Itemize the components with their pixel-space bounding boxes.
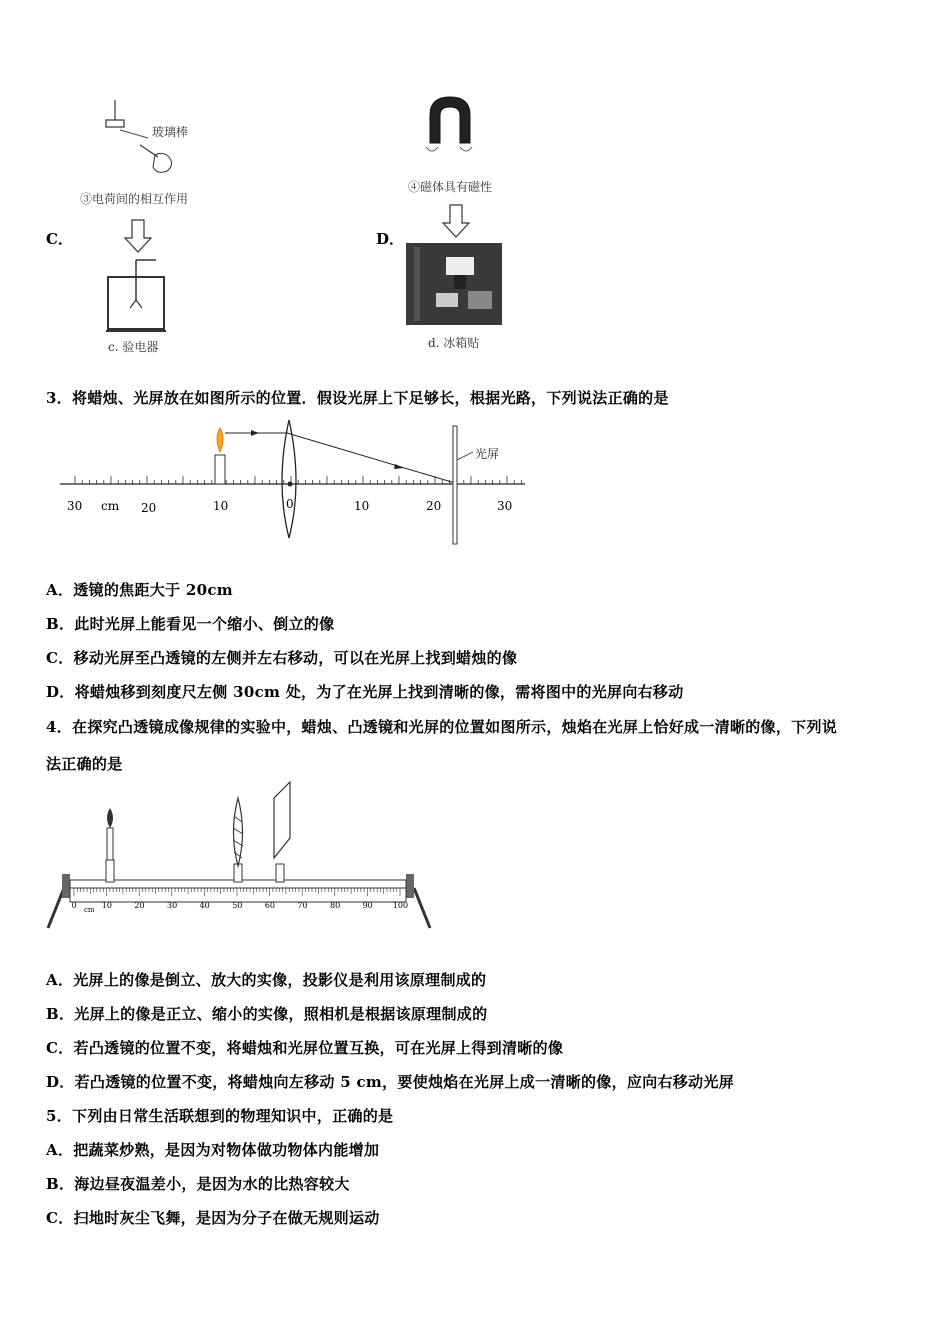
- convex-lens-icon: [234, 798, 243, 866]
- arrow-down-icon: [443, 205, 469, 237]
- q5-option-c[interactable]: C．扫地时灰尘飞舞，是因为分子在做无规则运动: [46, 1209, 380, 1227]
- optical-center-icon: [288, 482, 293, 487]
- tick-label: 30: [67, 499, 83, 513]
- screen-label-leader: [457, 452, 473, 460]
- ray-arrow-icon: [394, 464, 404, 469]
- rod-icon: [140, 145, 158, 157]
- q3-option-c[interactable]: C．移动光屏至凸透镜的左侧并左右移动，可以在光屏上找到蜡烛的像: [46, 649, 518, 667]
- figure-d-bottom-caption: d. 冰箱贴: [428, 336, 480, 350]
- bench-label: 80: [330, 901, 341, 910]
- fridge-edge-icon: [414, 247, 420, 321]
- q4-option-b[interactable]: B．光屏上的像是正立、缩小的实像，照相机是根据该原理制成的: [46, 1005, 488, 1023]
- glass-rod-label: 玻璃棒: [152, 125, 189, 139]
- bench-leg-left-icon: [48, 888, 64, 928]
- bench-label: 100: [392, 901, 409, 910]
- bench-scale-icon: [70, 888, 406, 902]
- fridge-note-icon: [468, 291, 492, 309]
- convex-lens-icon: [282, 420, 296, 538]
- candle-flame-icon: [217, 428, 223, 452]
- tick-label: 10: [213, 499, 229, 513]
- q4-option-d[interactable]: D．若凸透镜的位置不变，将蜡烛向左移动 5 cm，要使烛焰在光屏上成一清晰的像，应向右移动光屏: [46, 1073, 734, 1091]
- fridge-magnet-sticker-icon: [446, 257, 474, 275]
- tick-label: 0: [286, 497, 294, 511]
- option-d-letter: D．: [376, 230, 405, 248]
- q3-stem: 3．将蜡烛、光屏放在如图所示的位置．假设光屏上下足够长，根据光路，下列说法正确的是: [46, 389, 669, 407]
- hanging-rod-icon: [106, 120, 124, 127]
- q4-optical-bench-figure: [44, 780, 439, 935]
- q3-option-d[interactable]: D．将蜡烛移到刻度尺左侧 30cm 处，为了在光屏上找到清晰的像，需将图中的光屏向右移动: [46, 683, 684, 701]
- q4-option-c[interactable]: C．若凸透镜的位置不变，将蜡烛和光屏位置互换，可在光屏上得到清晰的像: [46, 1039, 564, 1057]
- candle-icon: [107, 828, 113, 860]
- figure-c-electroscope: [70, 95, 240, 360]
- figure-c-top-caption: ③电荷间的相互作用: [80, 192, 189, 206]
- q5-stem: 5．下列由日常生活联想到的物理知识中，正确的是: [46, 1107, 394, 1125]
- bench-label: 70: [297, 901, 308, 910]
- candle-icon: [215, 455, 225, 484]
- fridge-magnet-icon: [454, 275, 466, 289]
- bench-label: 30: [167, 901, 178, 910]
- bench-label: 40: [199, 901, 210, 910]
- arrow-down-icon: [125, 220, 151, 252]
- screen-label: 光屏: [475, 447, 500, 461]
- q3-optics-figure: [55, 418, 535, 548]
- fridge-note-icon: [436, 293, 458, 307]
- q4-stem-line1: 4．在探究凸透镜成像规律的实验中，蜡烛、凸透镜和光屏的位置如图所示，烛焰在光屏上恰好成一清晰的像，下列说: [46, 718, 838, 736]
- option-c-letter: C．: [46, 230, 73, 248]
- q4-stem-line2: 法正确的是: [46, 755, 123, 773]
- tick-label: 10: [354, 499, 370, 513]
- tick-label: 20: [426, 499, 442, 513]
- q5-option-a[interactable]: A．把蔬菜炒熟，是因为对物体做功物体内能增加: [46, 1141, 380, 1159]
- candle-flame-icon: [107, 808, 113, 828]
- bench-end-left-icon: [62, 874, 70, 898]
- q5-option-b[interactable]: B．海边昼夜温差小，是因为水的比热容较大: [46, 1175, 350, 1193]
- unit-label: cm: [101, 499, 120, 513]
- u-magnet-icon: [430, 97, 470, 143]
- bench-label: 10: [101, 901, 112, 910]
- figure-c-bottom-caption: c. 验电器: [108, 340, 159, 354]
- bench-label: 0: [71, 901, 77, 910]
- light-screen-icon: [274, 782, 290, 858]
- refracted-ray: [287, 433, 455, 483]
- bench-label: 50: [232, 901, 243, 910]
- candle-holder-icon: [106, 860, 114, 882]
- label-leader-line: [120, 130, 148, 138]
- q4-option-a[interactable]: A．光屏上的像是倒立、放大的实像，投影仪是利用该原理制成的: [46, 971, 487, 989]
- hands-icon: [426, 147, 472, 151]
- bench-label: 60: [264, 901, 275, 910]
- bench-leg-right-icon: [414, 888, 430, 928]
- screen-holder-icon: [276, 864, 284, 882]
- figure-d-top-caption: ④磁体具有磁性: [408, 180, 493, 194]
- bench-label: 20: [134, 901, 145, 910]
- q3-option-b[interactable]: B．此时光屏上能看见一个缩小、倒立的像: [46, 615, 335, 633]
- light-screen-icon: [453, 426, 457, 544]
- bench-label: 90: [362, 901, 373, 910]
- figure-d-magnet: [400, 95, 520, 360]
- q3-option-a[interactable]: A．透镜的焦距大于 20cm: [46, 581, 233, 599]
- tick-label: 30: [497, 499, 513, 513]
- ray-arrow-icon: [251, 430, 259, 436]
- electroscope-leaves-icon: [130, 300, 142, 308]
- bench-end-right-icon: [406, 874, 414, 898]
- bench-unit-label: cm: [84, 906, 95, 914]
- tick-label: 20: [141, 501, 157, 515]
